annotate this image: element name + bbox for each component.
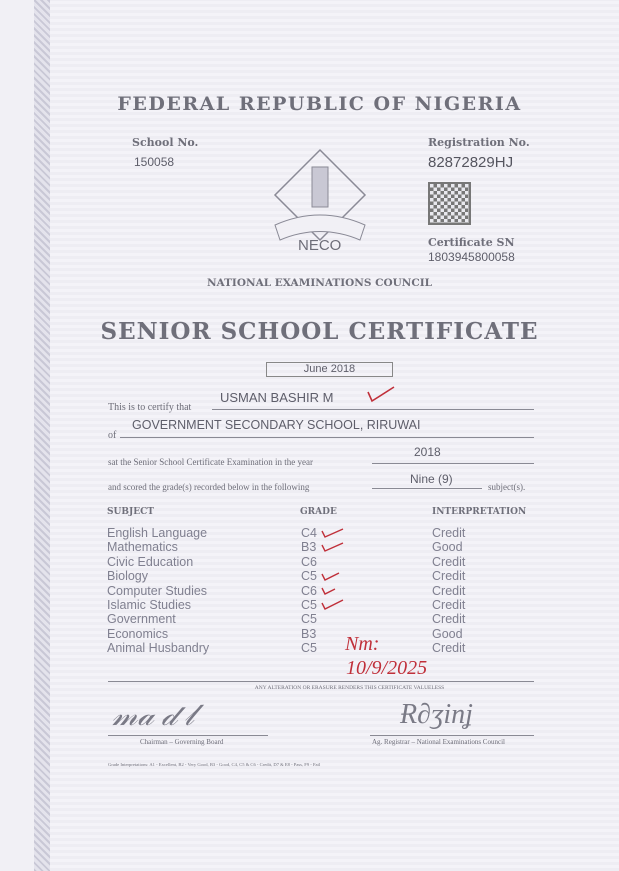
sat-text: sat the Senior School Certificate Examination in the year — [108, 457, 313, 467]
exam-year: 2018 — [414, 445, 441, 459]
subjects-count: Nine (9) — [410, 472, 453, 486]
certificate-paper — [50, 0, 619, 871]
subject-cell: Animal Husbandry — [107, 641, 210, 656]
exam-session: June 2018 — [266, 362, 393, 377]
candidate-name: USMAN BASHIR M — [220, 390, 334, 405]
check-mark-icon — [366, 384, 396, 404]
handwritten-date: 10/9/2025 — [346, 657, 428, 679]
subject-cell: Economics — [107, 626, 169, 641]
grade-cell: B3 — [301, 540, 317, 555]
grade-interpretation-footer: Grade Interpretations: A1 - Excellent, B2 - Very Good, B3 - Good, C4, C5 & C6 - Credit, D7 & E8 - Pass, F9 - Fail — [108, 762, 321, 767]
of-label: of — [108, 430, 117, 441]
school-no-label: School No. — [132, 136, 199, 149]
interpretation-cell: Credit — [432, 526, 466, 540]
grade-cell: B3 — [301, 626, 317, 641]
grade-cell: C5 — [301, 597, 317, 612]
registrar-label: Ag. Registrar – National Examinations Council — [372, 738, 505, 746]
subject-cell: Government — [107, 612, 176, 627]
subject-cell: Civic Education — [107, 554, 194, 569]
scored-text: and scored the grade(s) recorded below in the following — [108, 482, 310, 492]
grade-cell: C6 — [301, 583, 317, 598]
interpretation-cell: Good — [432, 626, 463, 641]
subjects-suffix: subject(s). — [488, 482, 526, 492]
subject-cell: Mathematics — [107, 540, 178, 555]
interpretation-header: INTERPRETATION — [432, 507, 527, 517]
interpretation-cell: Credit — [432, 569, 466, 584]
interpretation-cell: Credit — [432, 554, 466, 569]
interpretation-cell: Credit — [432, 641, 466, 656]
certificate-sn-label: Certificate SN — [428, 236, 515, 249]
interpretation-cell: Credit — [432, 612, 466, 627]
grade-cell: C5 — [301, 641, 317, 656]
certificate-title: SENIOR SCHOOL CERTIFICATE — [100, 318, 539, 345]
chairman-signature: 𝓂𝒶 𝒹 𝓁 — [112, 699, 195, 732]
subject-cell: Islamic Studies — [107, 597, 192, 612]
school-name: GOVERNMENT SECONDARY SCHOOL, RIRUWAI — [132, 418, 421, 432]
country-heading: FEDERAL REPUBLIC OF NIGERIA — [117, 93, 522, 115]
registration-no-value: 82872829HJ — [428, 154, 514, 171]
subject-cell: English Language — [107, 526, 208, 540]
neco-logo-text: NECO — [298, 237, 342, 254]
interpretation-cell: Good — [432, 540, 463, 555]
grade-cell: C6 — [301, 554, 317, 569]
certificate-sn-value: 1803945800058 — [428, 250, 515, 264]
subject-header: SUBJECT — [107, 507, 154, 517]
grade-check-marks-icon — [321, 526, 351, 616]
registration-no-label: Registration No. — [428, 136, 530, 149]
interpretation-column — [432, 526, 465, 656]
handwritten-initials: Nm: — [345, 633, 380, 655]
grade-cell: C5 — [301, 569, 317, 584]
neco-logo — [270, 145, 370, 265]
registrar-signature: Ɍ∂ʒinʝ — [400, 699, 473, 730]
left-border-strip — [34, 0, 50, 871]
alteration-warning: ANY ALTERATION OR ERASURE RENDERS THIS CERTIFICATE VALUELESS — [254, 685, 445, 691]
subject-cell: Computer Studies — [107, 583, 208, 598]
grade-column — [301, 526, 317, 656]
interpretation-cell: Credit — [432, 583, 466, 598]
grade-cell: C5 — [301, 612, 317, 627]
certify-prefix: This is to certify that — [108, 402, 192, 413]
subject-column — [107, 526, 209, 656]
grade-cell: C4 — [301, 526, 317, 540]
grade-header: GRADE — [300, 507, 337, 517]
qr-code — [428, 182, 471, 225]
interpretation-cell: Credit — [432, 597, 466, 612]
school-no-value: 150058 — [134, 155, 175, 169]
subject-cell: Biology — [107, 569, 148, 584]
council-name: NATIONAL EXAMINATIONS COUNCIL — [206, 277, 433, 289]
chairman-label: Chairman – Governing Board — [140, 738, 224, 746]
